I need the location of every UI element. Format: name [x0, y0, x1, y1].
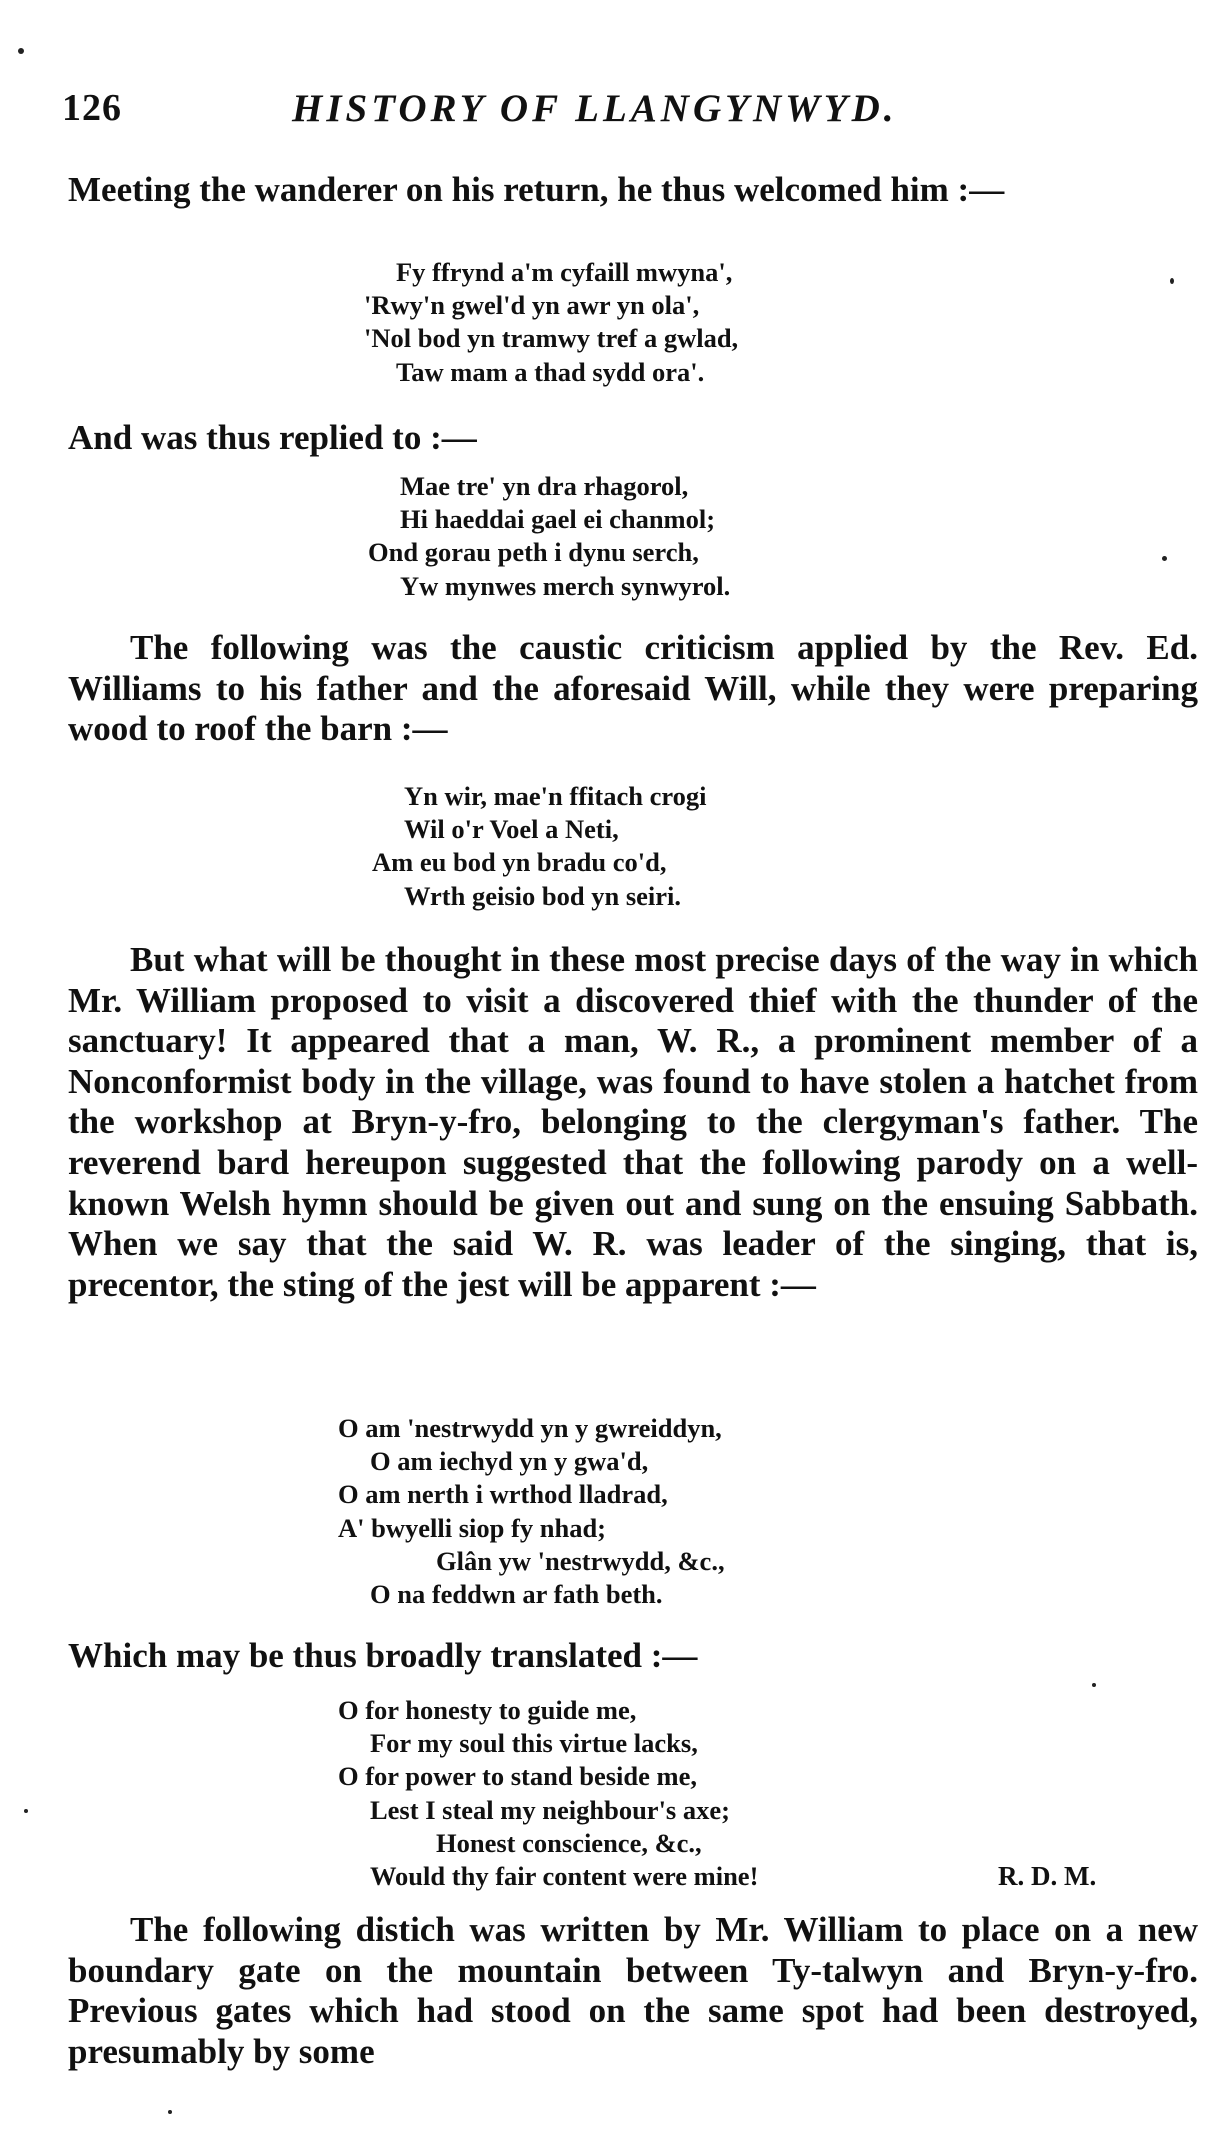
verse-line: Honest conscience, &c., — [436, 1827, 702, 1858]
print-speck — [1092, 1683, 1096, 1687]
paragraph-distich: The following distich was written by Mr. William to place on a new boundary gate on the mountain between Ty-talwyn and Bryn-y-fro. Previous gates which had stood on the same spot had been destroyed, presumably by some — [68, 1910, 1198, 2071]
verse-reply — [368, 470, 730, 603]
verse-criticism — [372, 780, 707, 913]
verse-line: O na feddwn ar fath beth. — [370, 1579, 663, 1610]
print-speck — [1162, 556, 1167, 561]
verse-line: O for power to stand beside me, — [338, 1761, 697, 1792]
verse-line: Am eu bod yn bradu co'd, — [372, 847, 667, 878]
verse-line: A' bwyelli siop fy nhad; — [338, 1512, 607, 1543]
verse-line: Taw mam a thad sydd ora'. — [396, 356, 705, 387]
verse-line: Yn wir, mae'n ffitach crogi — [404, 781, 707, 811]
verse-line: Yw mynwes merch synwyrol. — [400, 570, 731, 601]
page-number: 126 — [62, 87, 122, 129]
verse-line: Mae tre' yn dra rhagorol, — [400, 471, 689, 501]
verse-line: Lest I steal my neighbour's axe; — [370, 1794, 730, 1825]
print-speck — [24, 1809, 28, 1813]
print-speck — [18, 48, 24, 54]
verse-line: Ond gorau peth i dynu serch, — [368, 537, 699, 568]
paragraph-criticism: The following was the caustic criticism applied by the Rev. Ed. Williams to his father and the aforesaid Will, while they were preparing wood to roof the barn :— — [68, 628, 1198, 749]
verse-line: Glân yw 'nestrwydd, &c., — [436, 1545, 725, 1576]
verse-line: 'Rwy'n gwel'd yn awr yn ola', — [364, 290, 700, 321]
verse-line: Fy ffrynd a'm cyfaill mwyna', — [396, 257, 733, 287]
verse-line: Would thy fair content were mine! — [370, 1861, 759, 1892]
running-title: HISTORY OF LLANGYNWYD. — [292, 87, 898, 130]
verse-welcome — [364, 256, 738, 389]
page-header — [62, 86, 1202, 136]
paragraph-translated: Which may be thus broadly translated :— — [68, 1636, 698, 1675]
verse-line: Wil o'r Voel a Neti, — [404, 814, 619, 845]
verse-line: Wrth geisio bod yn seiri. — [404, 880, 682, 911]
verse-line: Hi haeddai gael ei chanmol; — [400, 504, 716, 535]
paragraph-meeting: Meeting the wanderer on his return, he thus welcomed him :— — [68, 170, 1005, 209]
verse-line: O for honesty to guide me, — [338, 1695, 637, 1725]
verse-line: O am 'nestrwydd yn y gwreiddyn, — [338, 1413, 722, 1443]
print-speck — [168, 2110, 172, 2114]
verse-line: O am nerth i wrthod lladrad, — [338, 1479, 668, 1510]
verse-line-with-signature — [338, 1860, 1097, 1893]
verse-line: O am iechyd yn y gwa'd, — [370, 1446, 649, 1477]
paragraph-reply: And was thus replied to :— — [68, 418, 477, 457]
print-speck — [1170, 278, 1174, 284]
signature: R. D. M. — [998, 1861, 1097, 1892]
verse-line: For my soul this virtue lacks, — [370, 1728, 698, 1759]
paragraph-thief: But what will be thought in these most precise days of the way in which Mr. William proposed to visit a discovered thief with the thunder of the sanctuary! It appeared that a man, W. R., a prominent member of a Nonconformist body in the village, was found to have stolen a hatchet from the workshop at Bryn-y-fro, belonging to the clergyman's father. The reverend bard hereupon suggested that the following parody on a well-known Welsh hymn should be given out and sung on the ensuing Sabbath. When we say that the said W. R. was leader of the singing, that is, precentor, the sting of the jest will be apparent :— — [68, 940, 1198, 1304]
verse-parody — [338, 1412, 725, 1611]
verse-line: 'Nol bod yn tramwy tref a gwlad, — [364, 323, 739, 354]
verse-translation — [338, 1694, 1097, 1893]
